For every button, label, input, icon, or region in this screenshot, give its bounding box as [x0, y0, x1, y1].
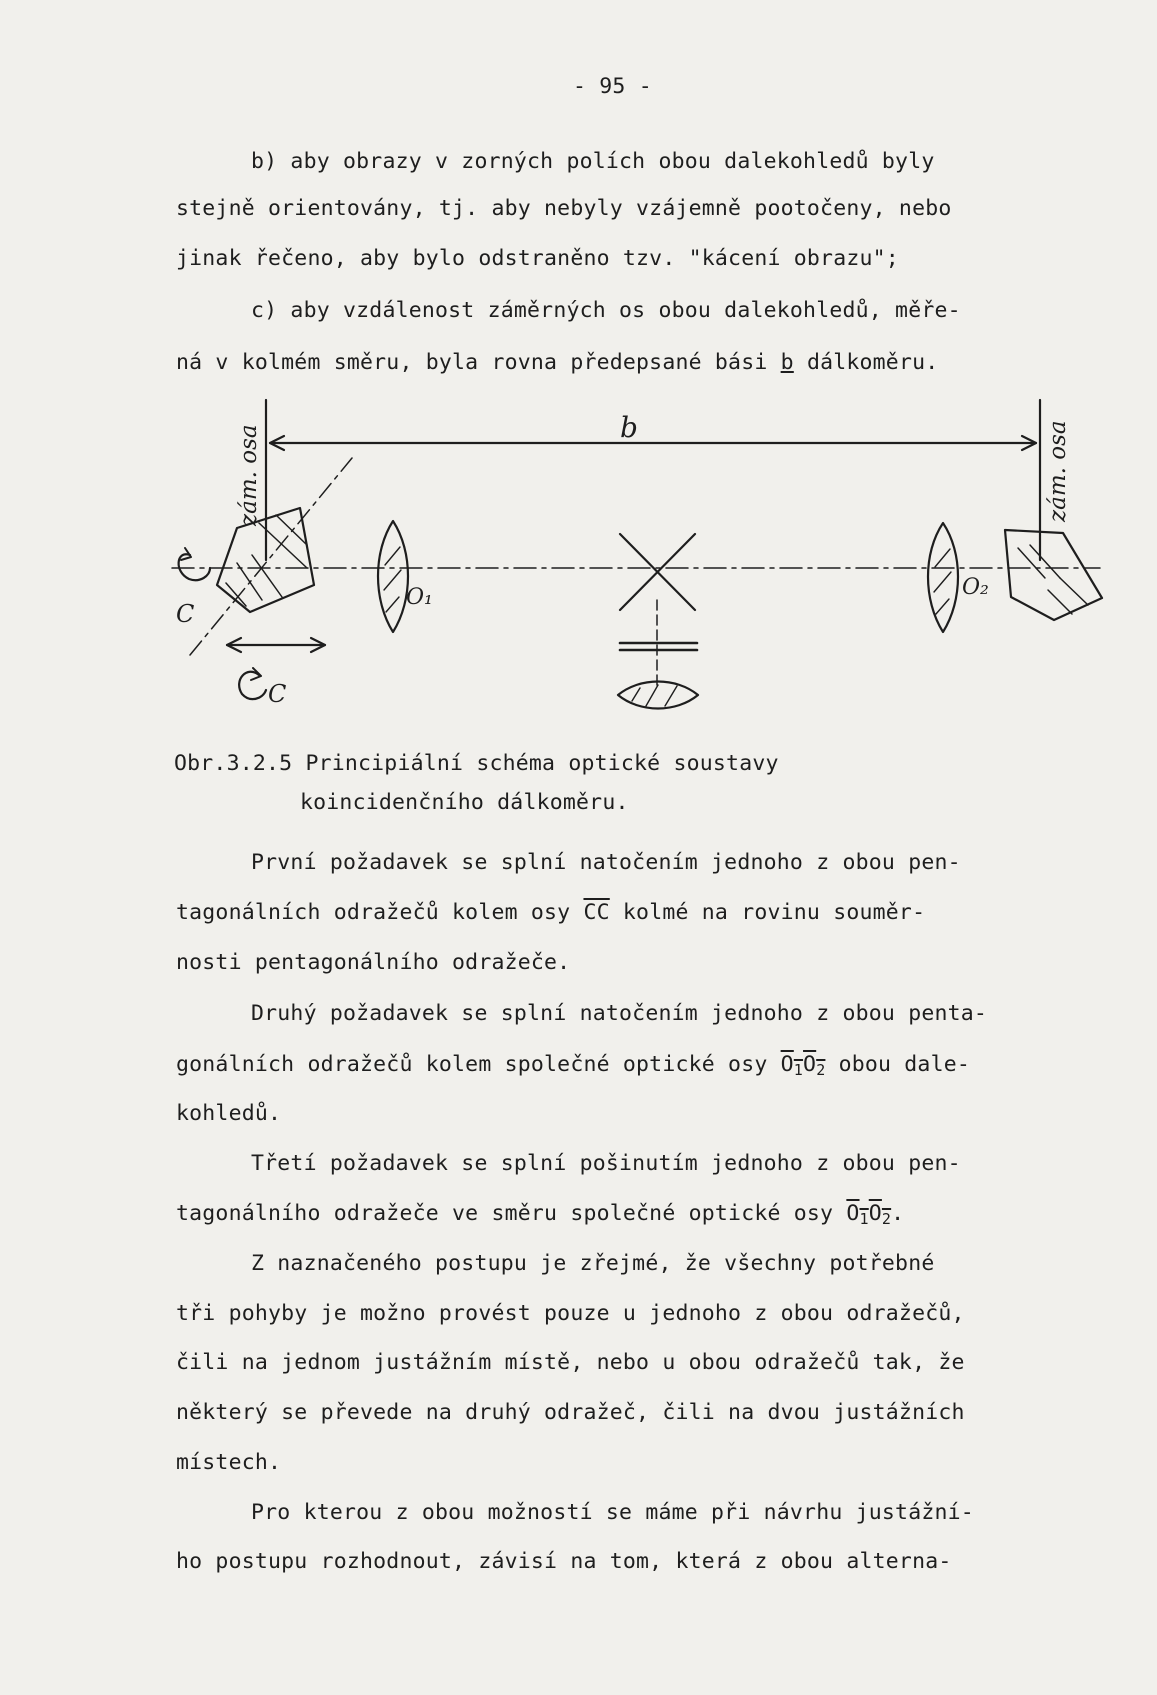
- text-line: kohledů.: [176, 1101, 282, 1126]
- text-line: čili na jednom justážním místě, nebo u obou odražečů tak, že: [176, 1350, 965, 1375]
- text-span: kolmé na rovinu souměr-: [609, 900, 926, 925]
- optical-schematic: [0, 0, 1157, 760]
- text-span: tagonálních odražečů kolem osy: [176, 900, 584, 925]
- text-line: b) aby obrazy v zorných polích obou dalekohledů byly: [251, 149, 935, 174]
- figure-caption: koincidenčního dálkoměru.: [300, 790, 629, 815]
- axis-label-right: zám. osa: [1045, 420, 1071, 522]
- coincidence-cross: [620, 534, 695, 610]
- base-variable: b: [780, 350, 794, 375]
- objective-2-label: O₂: [962, 575, 989, 600]
- rotation-axis-cc: [190, 458, 352, 655]
- text-line: jinak řečeno, aby bylo odstraněno tzv. "kácení obrazu";: [176, 246, 899, 271]
- text-line: [176, 1052, 971, 1079]
- text-line: [176, 1201, 905, 1228]
- text-line: První požadavek se splní natočením jednoho z obou pen-: [251, 850, 961, 875]
- text-line: Třetí požadavek se splní pošinutím jednoho z obou pen-: [251, 1151, 961, 1176]
- text-span: gonálních odražečů kolem společné optické osy: [176, 1052, 781, 1077]
- text-span: .: [891, 1201, 905, 1226]
- objective-lens-1: [378, 521, 408, 632]
- text-line: ho postupu rozhodnout, závisí na tom, která z obou alterna-: [176, 1549, 952, 1574]
- text-line: Z naznačeného postupu je zřejmé, že všechny potřebné: [251, 1251, 935, 1276]
- text-span: tagonálního odražeče ve směru společné optické osy: [176, 1201, 847, 1226]
- text-line: [176, 902, 925, 924]
- text-span: obou dale-: [825, 1052, 971, 1077]
- text-line: některý se převede na druhý odražeč, čili na dvou justážních: [176, 1400, 965, 1425]
- rotation-axis-label-top: C: [176, 600, 195, 628]
- rotation-arrow-icon-top: [179, 554, 210, 580]
- text-span: ná v kolmém směru, byla rovna předepsané bási: [176, 350, 781, 375]
- text-line: místech.: [176, 1450, 282, 1475]
- base-label: b: [620, 411, 638, 444]
- pentaprism-right: [1005, 530, 1102, 620]
- text-span: dálkoměru.: [793, 350, 939, 375]
- axis-symbol: $\overline{CC}$: [583, 900, 610, 925]
- axis-label-left: zám. osa: [236, 424, 262, 526]
- separating-plate: [620, 643, 697, 650]
- text-line: tři pohyby je možno provést pouze u jednoho z obou odražečů,: [176, 1301, 965, 1326]
- axis-symbol: O1O2: [780, 1052, 826, 1079]
- page-number: - 95 -: [573, 74, 652, 99]
- objective-1-label: O₁: [406, 585, 433, 610]
- figure-caption: Obr.3.2.5 Principiální schéma optické soustavy: [174, 751, 779, 776]
- objective-lens-2: [928, 523, 958, 632]
- rotation-axis-label-bottom: C: [268, 680, 287, 708]
- text-line: Pro kterou z obou možností se máme při návrhu justážní-: [251, 1500, 974, 1525]
- text-line: Druhý požadavek se splní natočením jednoho z obou penta-: [251, 1001, 988, 1026]
- text-line: stejně orientovány, tj. aby nebyly vzájemně pootočeny, nebo: [176, 196, 952, 221]
- axis-symbol: O1O2: [846, 1201, 892, 1228]
- text-line: c) aby vzdálenost záměrných os obou dalekohledů, měře-: [251, 298, 961, 323]
- text-line: nosti pentagonálního odražeče.: [176, 950, 571, 975]
- eyepiece-lens: [618, 682, 698, 709]
